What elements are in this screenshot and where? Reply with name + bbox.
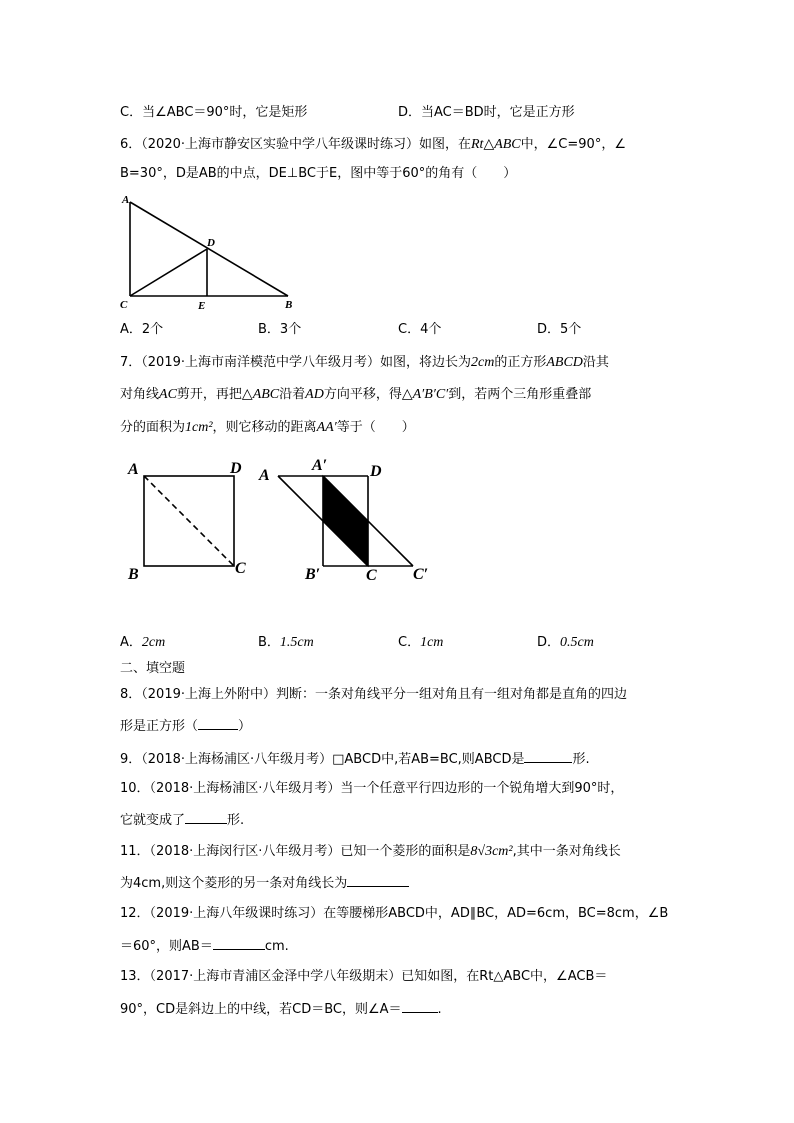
q8-line1: 8．（2019·上海上外附中）判断：一条对角线平分一组对角且有一组对角都是直角的四边	[120, 687, 627, 702]
q7-fig2-label-b-prime: B′	[305, 566, 321, 583]
q7-translation-figure	[256, 452, 441, 587]
q8-line2: 形是正方形（ ）	[120, 715, 251, 737]
q13-line1: 13．（2017·上海市青浦区金泽中学八年级期末）已知如图，在Rt△ABC中，∠ACB＝	[120, 969, 608, 984]
q10-line1: 10．（2018·上海杨浦区·八年级月考）当一个任意平行四边形的一个锐角增大到90°时，	[120, 781, 624, 796]
q7-stem-line3: 分的面积为1cm²，则它移动的距离AA′等于（ ）	[120, 420, 415, 435]
section-heading-fill-in: 二、填空题	[120, 661, 186, 676]
q10-line2: 它就变成了 形.	[120, 809, 244, 831]
q7-stem-line2: 对角线AC剪开，再把△ABC沿着AD方向平移，得△A′B′C′到，若两个三角形重叠部	[120, 387, 592, 402]
q7-option-d: D．0.5cm	[537, 635, 594, 650]
q7-fig2-label-a-prime: A′	[312, 457, 328, 474]
q7-overlap-region	[323, 476, 368, 566]
q7-option-a: A．2cm	[120, 635, 166, 650]
q8-answer-blank[interactable]	[198, 715, 238, 730]
q12-line1: 12．（2019·上海八年级课时练习）在等腰梯形ABCD中，AD∥BC，AD=6cm，BC=8cm，∠B	[120, 906, 669, 921]
q11-line1: 11．（2018·上海闵行区·八年级月考）已知一个菱形的面积是8√3cm²,其中一条对角线长	[120, 844, 621, 859]
q6-label-d: D	[207, 237, 215, 249]
q7-option-b: B．1.5cm	[258, 635, 314, 650]
q7-fig1-label-c: C	[235, 560, 246, 577]
q12-line2: ＝60°，则AB＝ cm.	[120, 935, 289, 957]
q7-fig2-label-d: D	[370, 463, 382, 480]
q9-line: 9．（2018·上海杨浦区·八年级月考）□ABCD中,若AB=BC,则ABCD是 形.	[120, 748, 590, 770]
q6-stem-line1: 6．（2020·上海市静安区实验中学八年级课时练习）如图，在Rt△ABC中，∠C=90°，∠	[120, 137, 626, 152]
q6-option-b: B．3个	[258, 322, 302, 337]
q7-fig1-label-a: A	[128, 461, 139, 478]
q6-option-c: C．4个	[398, 322, 442, 337]
q6-triangle-figure	[118, 190, 308, 315]
q6-label-b: B	[285, 299, 293, 311]
q11-line2: 为4cm,则这个菱形的另一条对角线长为	[120, 872, 409, 894]
q12-answer-blank[interactable]	[213, 935, 265, 950]
q7-square-figure	[122, 452, 257, 587]
q5-option-c: C．当∠ABC＝90°时，它是矩形	[120, 105, 308, 120]
q7-fig2-label-a: A	[259, 467, 270, 484]
q6-label-c: C	[120, 299, 128, 311]
q6-label-a: A	[122, 194, 130, 206]
q7-fig2-label-c-prime: C′	[413, 566, 429, 583]
q13-line2: 90°，CD是斜边上的中线，若CD＝BC，则∠A＝ .	[120, 998, 442, 1020]
q11-answer-blank[interactable]	[347, 872, 409, 887]
q6-option-a: A．2个	[120, 322, 164, 337]
q7-fig2-label-c: C	[366, 567, 377, 584]
q7-stem-line1: 7．（2019·上海市南洋模范中学八年级月考）如图，将边长为2cm的正方形ABCD沿其	[120, 355, 609, 370]
q7-fig1-label-b: B	[128, 566, 139, 583]
q9-answer-blank[interactable]	[524, 748, 572, 763]
q6-stem-line2: B=30°，D是AB的中点，DE⊥BC于E，图中等于60°的角有（ ）	[120, 166, 517, 181]
q7-option-c: C．1cm	[398, 635, 444, 650]
q5-option-d: D．当AC＝BD时，它是正方形	[398, 105, 575, 120]
q10-answer-blank[interactable]	[185, 809, 227, 824]
q6-label-e: E	[198, 300, 206, 312]
q13-answer-blank[interactable]	[402, 998, 438, 1013]
q7-fig1-label-d: D	[230, 460, 242, 477]
q6-option-d: D．5个	[537, 322, 582, 337]
